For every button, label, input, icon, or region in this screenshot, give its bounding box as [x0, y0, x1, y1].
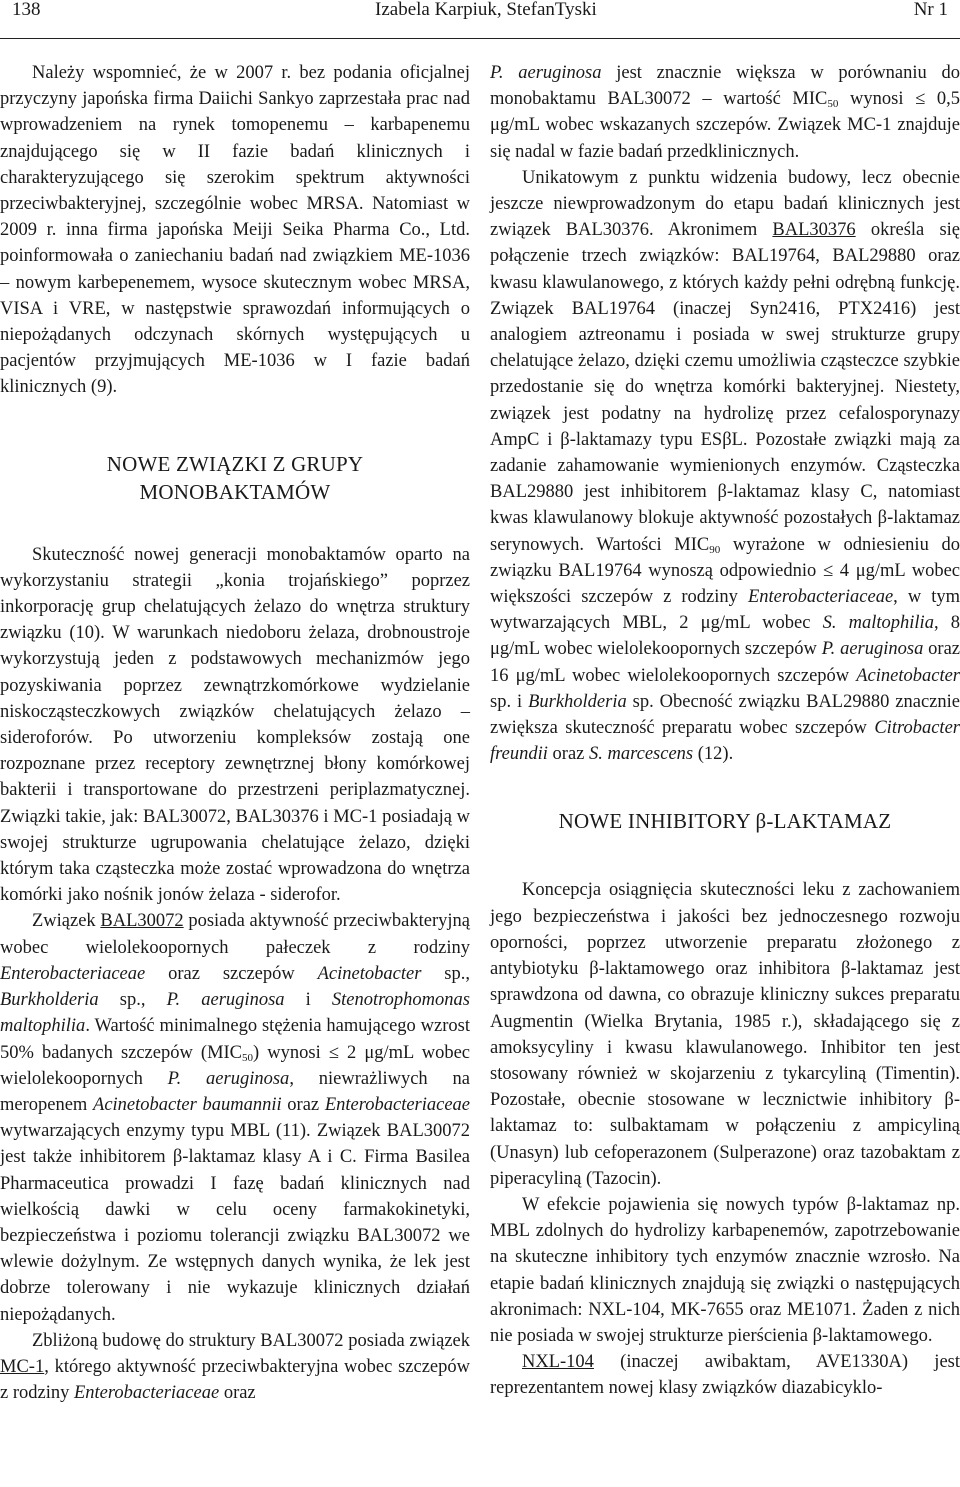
paragraph-nxl104: NXL-104 (inaczej awibaktam, AVE1330A) jest reprezentantem nowej klasy związków diazabicyklo- [490, 1352, 960, 1399]
section-heading-monobactams [0, 450, 470, 506]
paragraph-new-inhibitors: W efekcie pojawienia się nowych typów β-laktamaz np. MBL zdolnych do hydrolizy karbapenemów, zapotrzebowanie na skuteczne inhibitory tych enzymów znacznie wzrosło. Na etapie badań klinicznych znajdują się związki o następujących akronimach: NXL-104, MK-7655 oraz ME1071. Żaden z nich nie posiada w swojej strukturze pierścienia β-laktamowego. [490, 1194, 960, 1346]
paragraph-augmentin: Koncepcja osiągnięcia skuteczności leku z zachowaniem jego bezpieczeństwa i jakości bez jednoczesnego rozwoju oporności, poprzez utworzenie preparatu złożonego z antybiotyku β-laktamowego oraz inhibitora β-laktamaz jest sprawdzona od dawna, co obrazuje kliniczny sukces preparatu Augmentin (Wielka Brytania, 1985 r.), składającego się z amoksycyliny i kwasu klawulanowego. Inhibitor ten jest stosowany również w skojarzeniu z tykarcyliną (Timentin). Pozostałe, obecnie stosowane w lecznictwie inhibitory β-laktamaz to: sulbaktamam w połączeniu z ampicyliną (Unasyn) lub cefoperazonem (Sulperazone) oraz tazobaktam z piperacyliną (Tazocin). [490, 880, 960, 1189]
paragraph-bal30376: Unikatowym z punktu widzenia budowy, lecz obecnie jeszcze niewprowadzonym do etapu badań klinicznych jest związek BAL30376. Akronimem BAL30376 określa się połączenie trzech związków: BAL19764, BAL29880 oraz kwasu klawulanowego, z których każdy pełni odrębną funkcję. Związek BAL19764 (inaczej Syn2416, PTX2416) jest analogiem aztreonamu i posiada w swej strukturze grupy chelatujące żelazo, dzięki czemu umożliwia cząsteczce szybkie przedostanie się do wnętrza komórki bakteryjnej. Niestety, związek jest podatny na hydrolizę przez cefalosporynazy AmpC i β-laktamazy typu ESβL. Pozostałe związki mają za zadanie zahamowanie wymienionych enzymów. Cząsteczka BAL29880 jest inhibitorem β-laktamaz klasy C, natomiast kwas klawulanowy blokuje aktywność pozostałych β-laktamaz serynowych. Wartości $MIC_{90}$ wyrażone w odniesieniu do związku BAL19764 wynoszą odpowiednio ≤ 4 μg/mL wobec większości szczepów z rodziny Enterobacteriaceae, w tym wytwarzających MBL, 2 μg/mL wobec S. maltophilia, 8 μg/mL wobec wielolekoopornych szczepów P. aeruginosa oraz 16 μg/mL wobec wielolekoopornych szczepów Acinetobacter sp. i Burkholderia sp. Obecność związku BAL29880 znacznie zwiększa skuteczność preparatu wobec szczepów Citrobacter freundii oraz S. marcescens (12). [490, 167, 960, 765]
running-header [0, 0, 960, 40]
paragraph-bal30072: Związek BAL30072 posiada aktywność przeciwbakteryjną wobec wielolekoopornych pałeczek z rodziny Enterobacteriaceae oraz szczepów Acinetobacter sp., Burkholderia sp., P. aeruginosa i Stenotrophomonas maltophilia. Wartość minimalnego stężenia hamującego wzrost 50% badanych szczepów $(MIC_{50})$ wynosi ≤ 2 μg/mL wobec wielolekoopornych P. aeruginosa, niewrażliwych na meropenem Acinetobacter baumannii oraz Enterobacteriaceae wytwarzających enzymy typu MBL (11). Związek BAL30072 jest także inhibitorem β-laktamaz klasy A i C. Firma Basilea Pharmaceutica prowadzi I fazę badań klinicznych nad wielkością dawki w celu oceny farmakokinetyki, bezpieczeństwa i poziomu tolerancji związku BAL30072 we wlewie dożylnym. Ze wstępnych danych wynika, że lek jest dobrze tolerowany i nie wykazuje klinicznych działań niepożądanych. [0, 911, 471, 1325]
term-bal30376: BAL30376 [772, 220, 856, 241]
paragraph-tomopenem: Należy wspomnieć, że w 2007 r. bez podania oficjalnej przyczyny japońska firma Daiichi Sankyo zaprzestała prac nad wprowadzeniem na rynek tomopenemu – karbapenemu znajdującego się w II fazie badań klinicznych i charakteryzującego się szerokim spektrum aktywności przeciwbakteryjnej, szczególnie wobec MRSA. Natomiast w 2009 r. inna firma japońska Meiji Seika Pharma Co., Ltd. poinformowała o zaniechaniu badań nad związkiem ME-1036 – nowym karbepenemem, wysoce skutecznym wobec MRSA, VISA i VRE, w następstwie sprawozdań informujących o niepożądanych odczynach skórnych występujących u pacjentów przyjmujących ME-1036 w I fazie badań klinicznych (9). [0, 63, 470, 398]
page-number: 138 [12, 0, 41, 20]
term-bal30072: BAL30072 [100, 911, 184, 932]
heading-line-1: NOWE ZWIĄZKI Z GRUPY [106, 451, 364, 476]
left-column [0, 60, 470, 1406]
paragraph-mc1-continued: P. aeruginosa jest znacznie większa w porównaniu do monobaktamu BAL30072 – wartość $MIC_{50}$ wynosi ≤ 0,5 μg/mL wobec wskazanych szczepów. Związek MC-1 znajduje się nadal w fazie badań przedklinicznych. [490, 63, 960, 162]
issue-number: Nr 1 [913, 0, 948, 20]
header-rule [0, 38, 960, 39]
paragraph-mc1: Zbliżoną budowę do struktury BAL30072 posiada związek MC-1, którego aktywność przeciwbakteryjna wobec szczepów z rodziny Enterobacteriaceae oraz [0, 1330, 470, 1404]
heading-line-2: MONOBAKTAMÓW [139, 479, 331, 504]
section-heading-inhibitors: NOWE INHIBITORY β-LAKTAMAZ [558, 809, 892, 834]
paragraph-trojan-horse: Skuteczność nowej generacji monobaktamów oparto na wykorzystaniu strategii „konia trojańskiego” poprzez inkorporację grup chelatujących żelazo do wnętrza struktury związku (10). W warunkach niedoboru żelaza, drobnoustroje wykorzystują jeden z podstawowych mechanizmów jego pozyskiwania poprzez zewnątrzkomórkowe wydzielanie niskocząsteczkowych związków chelatujących żelazo – sideroforów. Po utworzeniu kompleksów zostają one rozpoznane przez receptory zewnętrznej błony komórkowej bakterii i transportowane do przestrzeni periplazmatycznej. Związki takie, jak: BAL30072, BAL30376 i MC-1 posiadają w swojej strukturze ugrupowania chelatujące żelazo, dzięki którym taka cząsteczka może zostać wprowadzona do wnętrza komórki jako nośnik jonów żelaza - siderofor. [0, 544, 470, 906]
term-mc1: MC-1 [0, 1356, 45, 1377]
right-column [490, 60, 960, 1402]
term-nxl104: NXL-104 [522, 1352, 594, 1373]
running-authors: Izabela Karpiuk, StefanTyski [375, 0, 597, 20]
